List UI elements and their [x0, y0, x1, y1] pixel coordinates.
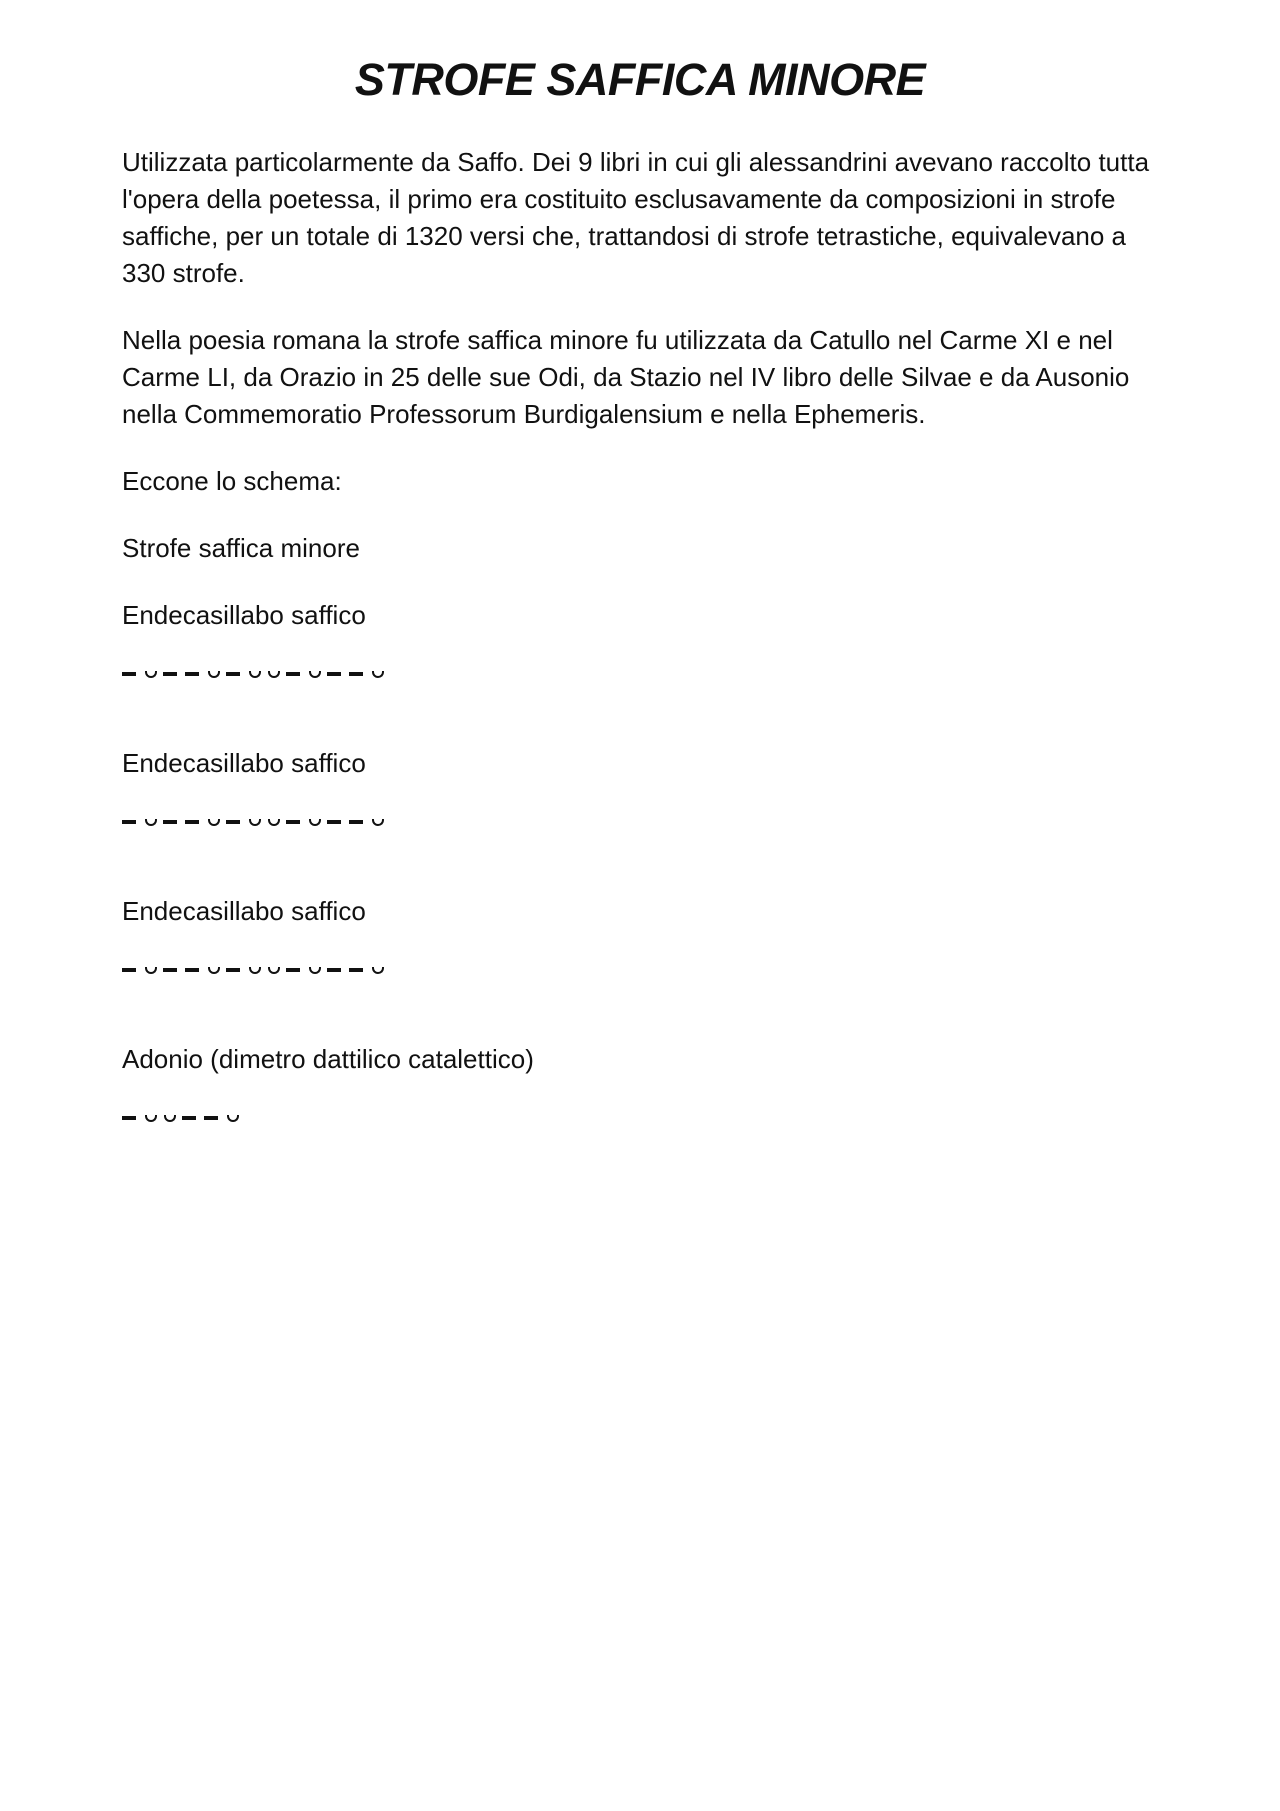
meter-scheme [122, 809, 1158, 839]
breve-mark [371, 957, 385, 987]
breve-mark [371, 661, 385, 691]
longum-mark [122, 661, 138, 691]
breve-mark [207, 661, 221, 691]
longum-mark [286, 809, 302, 839]
paragraph-roman-poetry: Nella poesia romana la strofe saffica minore fu utilizzata da Catullo nel Carme XI e nel Carme LI, da Orazio in 25 delle sue Odi, da Stazio nel IV libro delle Silvae e da Ausonio nella Commemoratio Professorum Burdigalensium e nella Ephemeris. [122, 325, 1130, 429]
breve-mark [267, 809, 281, 839]
verse-label: Endecasillabo saffico [122, 896, 366, 926]
breve-mark [308, 661, 322, 691]
longum-mark [226, 809, 242, 839]
longum-mark [185, 957, 201, 987]
verse-block-1 [122, 597, 1158, 691]
breve-mark [207, 957, 221, 987]
longum-mark [349, 809, 365, 839]
longum-mark [327, 661, 343, 691]
schema-intro: Eccone lo schema: [122, 466, 342, 496]
breve-mark [144, 957, 158, 987]
longum-mark [163, 809, 179, 839]
schema-title: Strofe saffica minore [122, 533, 360, 563]
breve-mark [267, 957, 281, 987]
longum-mark [122, 809, 138, 839]
longum-mark [122, 957, 138, 987]
longum-mark [163, 957, 179, 987]
longum-mark [327, 957, 343, 987]
breve-mark [248, 661, 262, 691]
longum-mark [185, 809, 201, 839]
breve-mark [308, 957, 322, 987]
meter-scheme [122, 661, 1158, 691]
breve-mark [144, 1105, 158, 1135]
verse-block-2 [122, 745, 1158, 839]
verse-block-4 [122, 1041, 1158, 1135]
longum-mark [204, 1105, 220, 1135]
longum-mark [286, 957, 302, 987]
longum-mark [226, 957, 242, 987]
breve-mark [308, 809, 322, 839]
longum-mark [349, 661, 365, 691]
longum-mark [122, 1105, 138, 1135]
longum-mark [163, 661, 179, 691]
breve-mark [371, 809, 385, 839]
breve-mark [248, 957, 262, 987]
longum-mark [349, 957, 365, 987]
verse-label: Endecasillabo saffico [122, 600, 366, 630]
verse-label: Adonio (dimetro dattilico catalettico) [122, 1044, 534, 1074]
verse-block-3 [122, 893, 1158, 987]
breve-mark [226, 1105, 240, 1135]
longum-mark [185, 661, 201, 691]
meter-scheme [122, 1105, 1158, 1135]
breve-mark [163, 1105, 177, 1135]
breve-mark [267, 661, 281, 691]
longum-mark [286, 661, 302, 691]
longum-mark [182, 1105, 198, 1135]
longum-mark [226, 661, 242, 691]
breve-mark [144, 661, 158, 691]
document-title: STROFE SAFFICA MINORE [354, 54, 926, 105]
paragraph-intro-saffo: Utilizzata particolarmente da Saffo. Dei 9 libri in cui gli alessandrini avevano raccolto tutta l'opera della poetessa, il primo era costituito esclusavamente da composizioni in strofe saffiche, per un totale di 1320 versi che, trattandosi di strofe tetrastiche, equivalevano a 330 strofe. [122, 147, 1150, 288]
breve-mark [248, 809, 262, 839]
longum-mark [327, 809, 343, 839]
breve-mark [144, 809, 158, 839]
breve-mark [207, 809, 221, 839]
verse-label: Endecasillabo saffico [122, 748, 366, 778]
meter-scheme [122, 957, 1158, 987]
